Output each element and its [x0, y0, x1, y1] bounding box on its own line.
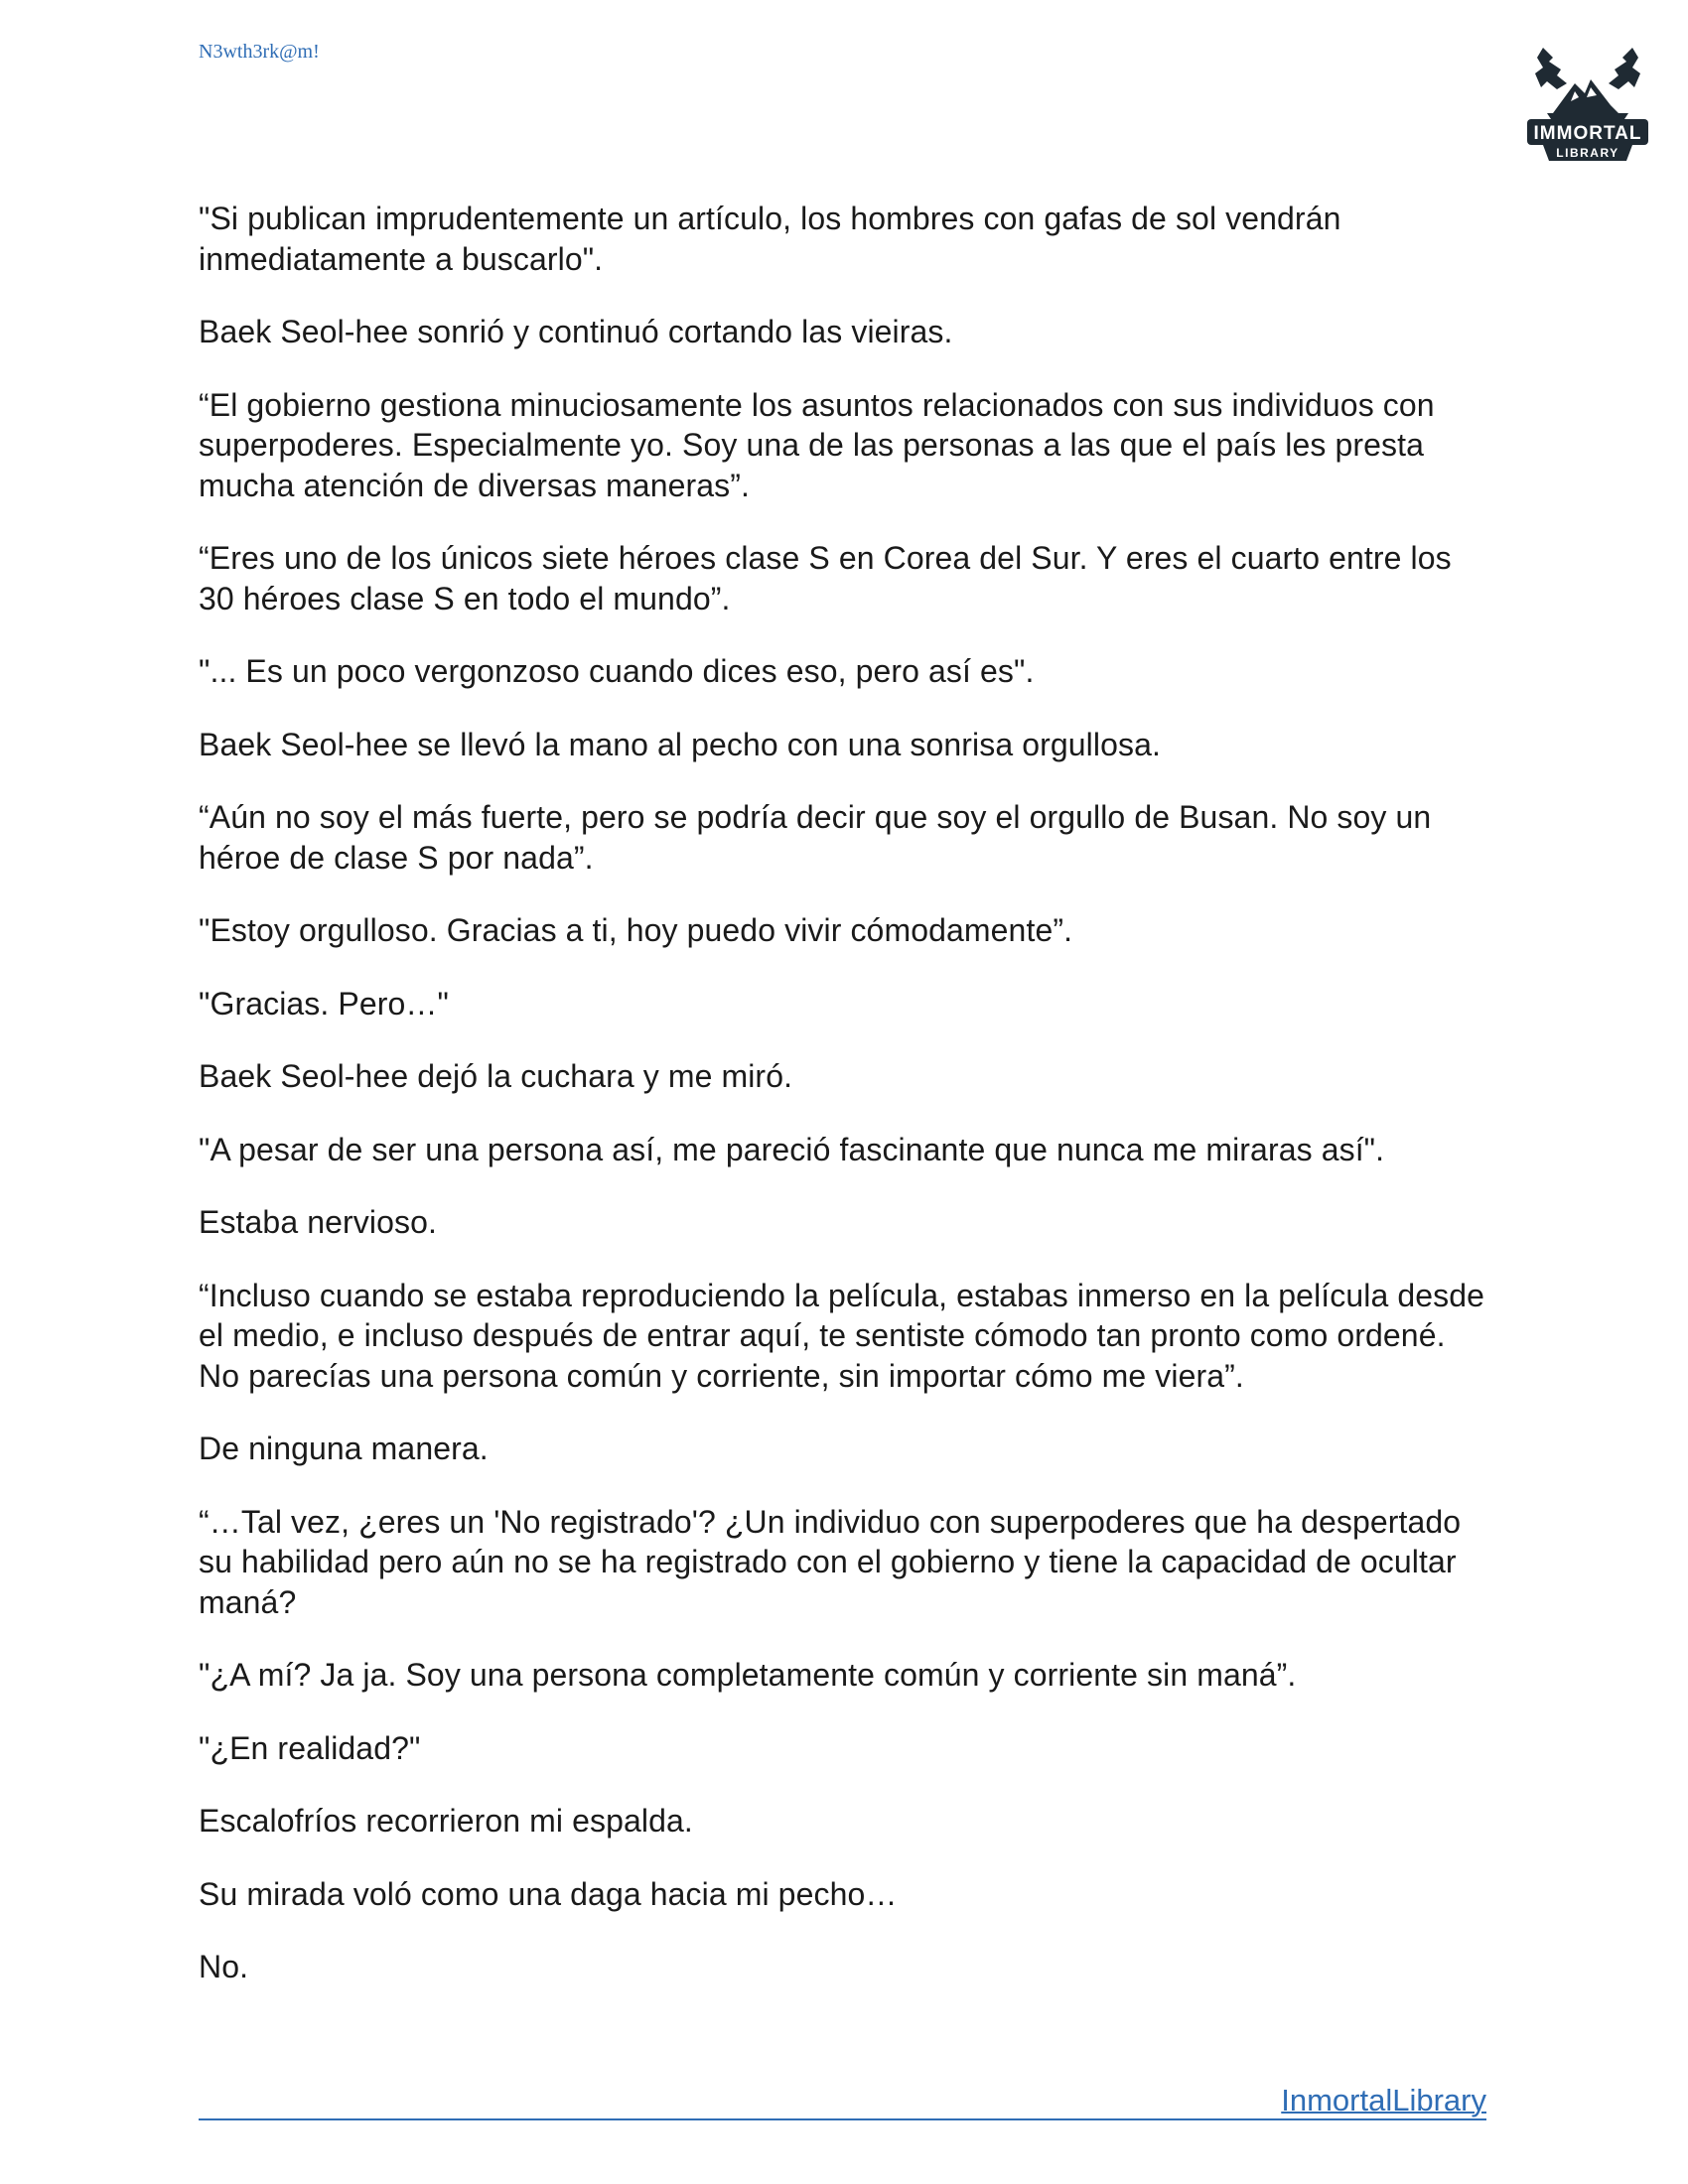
paragraph: “…Tal vez, ¿eres un 'No registrado'? ¿Un individuo con superpoderes que ha despertado su habilidad pero aún no se ha registrado con el gobierno y tiene la capacidad de ocultar maná? — [199, 1503, 1462, 1620]
paragraph: "... Es un poco vergonzoso cuando dices eso, pero así es". — [199, 653, 1035, 689]
paragraph: Escalofríos recorrieron mi espalda. — [199, 1803, 693, 1839]
paragraph: "Gracias. Pero…" — [199, 985, 449, 1022]
header-tag: N3wth3rk@m! — [199, 41, 320, 63]
paragraph: "Si publican imprudentemente un artículo, los hombres con gafas de sol vendrán inmediatamente a buscarlo". — [199, 201, 1341, 277]
paragraph: “El gobierno gestiona minuciosamente los asuntos relacionados con sus individuos con superpoderes. Especialmente yo. Soy una de las personas a las que el país les presta mucha atención de diversas maneras”. — [199, 386, 1435, 503]
paragraph: Baek Seol-hee sonrió y continuó cortando las vieiras. — [199, 314, 953, 349]
paragraph: De ninguna manera. — [199, 1431, 489, 1466]
paragraph: Baek Seol-hee se llevó la mano al pecho con una sonrisa orgullosa. — [199, 726, 1161, 762]
paragraph: Estaba nervioso. — [199, 1204, 437, 1240]
paragraph: "Estoy orgulloso. Gracias a ti, hoy puedo vivir cómodamente”. — [199, 912, 1073, 948]
paragraph: No. — [199, 1949, 249, 1984]
paragraph: “Eres uno de los únicos siete héroes clase S en Corea del Sur. Y eres el cuarto entre los 30 héroes clase S en todo el mundo”. — [199, 540, 1452, 616]
paragraph: Baek Seol-hee dejó la cuchara y me miró. — [199, 1058, 793, 1094]
immortal-library-logo-icon — [1513, 28, 1662, 177]
logo-line2: LIBRARY — [1556, 146, 1619, 160]
body-text — [199, 199, 1489, 2020]
paragraph: “Incluso cuando se estaba reproduciendo la película, estabas inmerso en la película desde el medio, e incluso después de entrar aquí, te sentiste cómodo tan pronto como ordené. No parecías una persona común y corriente, sin importar cómo me viera”. — [199, 1277, 1485, 1394]
paragraph: "¿En realidad?" — [199, 1729, 421, 1766]
paragraph: "¿A mí? Ja ja. Soy una persona completamente común y corriente sin maná”. — [199, 1657, 1297, 1693]
footer-rule — [199, 2083, 1486, 2120]
paragraph: Su mirada voló como una daga hacia mi pecho… — [199, 1875, 898, 1912]
logo-line1: IMMORTAL — [1533, 123, 1642, 144]
paragraph: “Aún no soy el más fuerte, pero se podría decir que soy el orgullo de Busan. No soy un héroe de clase S por nada”. — [199, 799, 1432, 876]
footer-link[interactable]: InmortalLibrary — [1281, 2083, 1486, 2117]
paragraph: "A pesar de ser una persona así, me pareció fascinante que nunca me miraras así". — [199, 1131, 1385, 1167]
